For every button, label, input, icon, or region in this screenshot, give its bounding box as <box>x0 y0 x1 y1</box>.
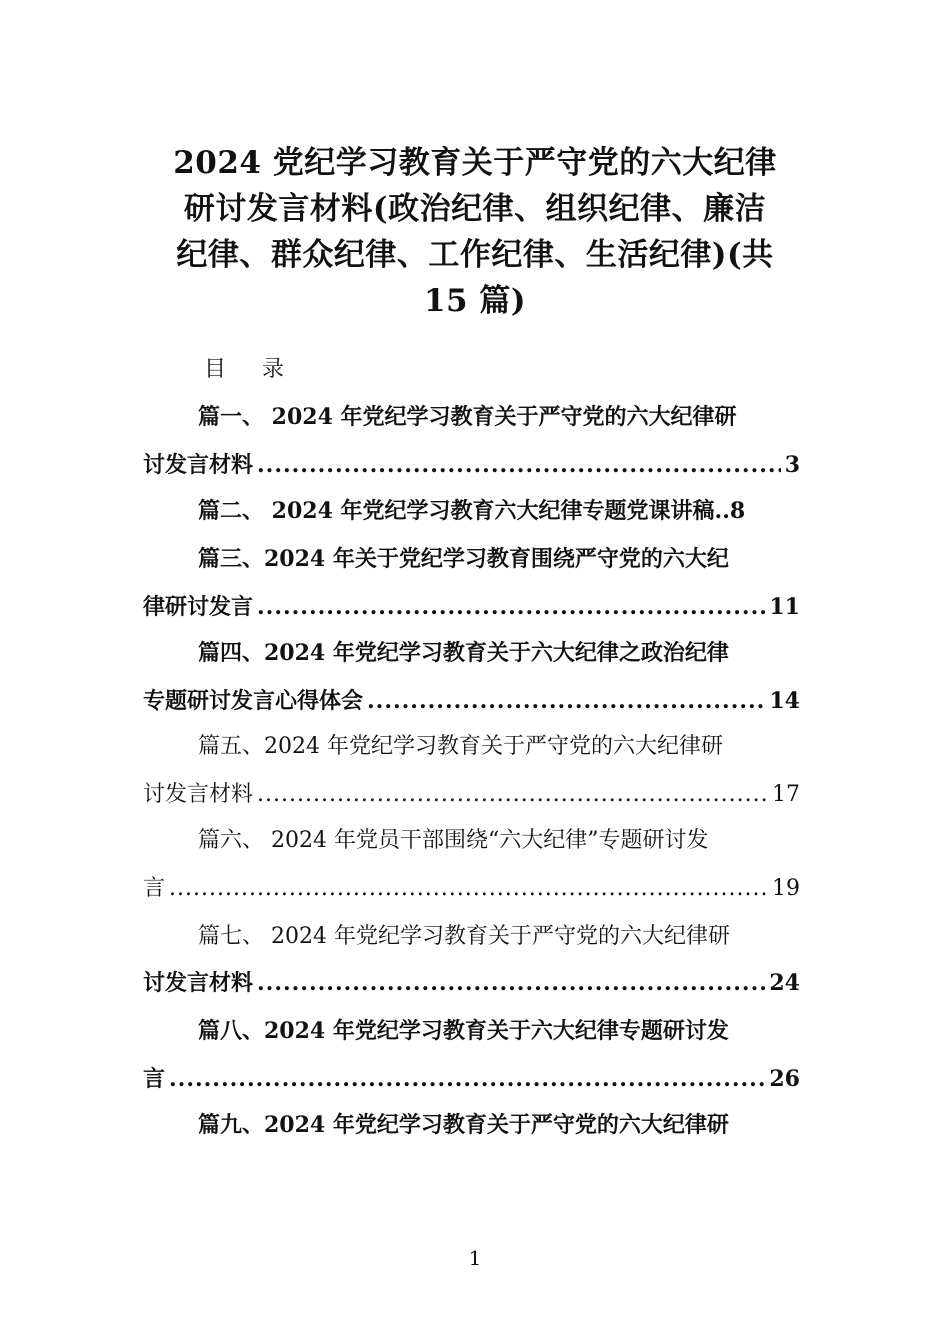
toc-heading <box>204 352 320 383</box>
leader-dots <box>367 686 765 716</box>
toc-entry-page: 3 <box>784 452 800 478</box>
title-line: 15 篇) <box>423 283 527 319</box>
toc-entry-3-lead[interactable]: 篇三、2024 年关于党纪学习教育围绕严守党的六大纪 <box>198 546 729 572</box>
title-line: 研讨发言材料(政治纪律、组织纪律、廉洁 <box>183 191 767 227</box>
toc-entry-text: 讨发言材料 <box>143 970 254 996</box>
leader-dots <box>169 874 768 904</box>
toc-entry-1-cont[interactable] <box>143 450 800 480</box>
toc-entry-4-cont[interactable] <box>143 686 800 716</box>
leader-dots <box>169 1064 765 1094</box>
toc-entry-page: 14 <box>769 688 800 714</box>
toc-entry-page: 17 <box>772 782 800 807</box>
toc-entry-text: 专题研讨发言心得体会 <box>143 688 364 714</box>
toc-entry-7-cont[interactable] <box>143 968 800 998</box>
leader-dots <box>257 592 765 622</box>
document-title <box>140 140 810 324</box>
leader-dots <box>257 450 781 480</box>
toc-entry-8-lead[interactable]: 篇八、2024 年党纪学习教育关于六大纪律专题研讨发 <box>198 1018 729 1044</box>
toc-entry-page: 26 <box>769 1066 800 1092</box>
title-line: 2024 党纪学习教育关于严守党的六大纪律 <box>173 145 777 181</box>
toc-entry-text: 言 <box>143 1066 166 1092</box>
toc-entry-9-lead[interactable]: 篇九、2024 年党纪学习教育关于严守党的六大纪律研 <box>198 1112 729 1138</box>
toc-entry-text: 言 <box>143 876 166 901</box>
leader-dots <box>257 780 768 810</box>
leader-dots <box>257 968 765 998</box>
toc-entry-7-lead[interactable]: 篇七、 2024 年党纪学习教育关于严守党的六大纪律研 <box>198 924 730 949</box>
toc-entry-8-cont[interactable] <box>143 1064 800 1094</box>
toc-entry-page: 19 <box>772 876 800 901</box>
toc-entry-6-lead[interactable]: 篇六、 2024 年党员干部围绕“六大纪律”专题研讨发 <box>198 828 709 853</box>
toc-heading-a: 目 <box>204 357 227 382</box>
toc-entry-page: 11 <box>769 594 800 620</box>
toc-entry-5-cont[interactable] <box>143 780 800 810</box>
toc-entry-page: 24 <box>769 970 800 996</box>
title-line: 纪律、群众纪律、工作纪律、生活纪律)(共 <box>176 237 774 273</box>
toc-entry-3-cont[interactable] <box>143 592 800 622</box>
toc-entry-5-lead[interactable]: 篇五、2024 年党纪学习教育关于严守党的六大纪律研 <box>198 734 723 759</box>
toc-entry-4-lead[interactable]: 篇四、2024 年党纪学习教育关于六大纪律之政治纪律 <box>198 640 729 666</box>
toc-heading-b: 录 <box>262 357 285 382</box>
page-number: 1 <box>468 1246 482 1270</box>
toc-entry-text: 讨发言材料 <box>143 782 254 807</box>
toc-entry-6-cont[interactable] <box>143 874 800 904</box>
toc-entry-2-lead[interactable]: 篇二、 2024 年党纪学习教育六大纪律专题党课讲稿..8 <box>198 498 746 524</box>
toc-entry-1-lead[interactable]: 篇一、 2024 年党纪学习教育关于严守党的六大纪律研 <box>198 404 737 430</box>
toc-entry-text: 律研讨发言 <box>143 594 254 620</box>
toc-entry-text: 讨发言材料 <box>143 452 254 478</box>
